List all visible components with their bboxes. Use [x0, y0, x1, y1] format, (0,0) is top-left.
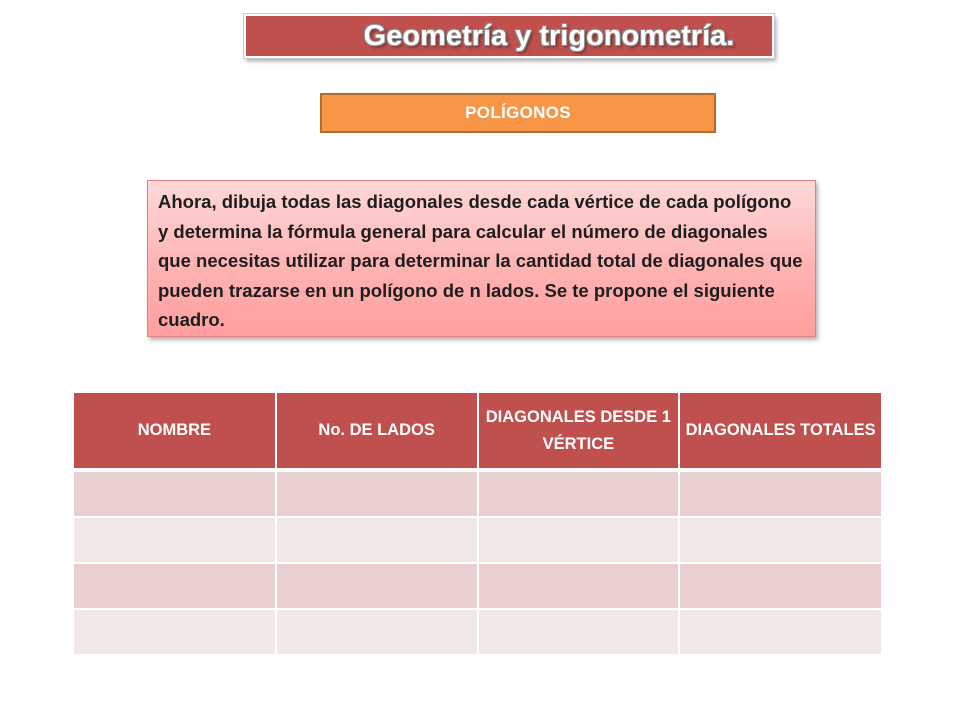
diagonals-table [74, 393, 881, 656]
table-cell[interactable] [679, 609, 881, 655]
table-cell[interactable] [478, 609, 680, 655]
header-diagonales-vertice: DIAGONALES DESDE 1 VÉRTICE [478, 393, 680, 470]
instructions-text: Ahora, dibuja todas las diagonales desde cada vértice de cada polígono y determina la fórmula general para calcular el número de diagonales que necesitas utilizar para determinar la cantidad total de diagonales que pueden trazarse en un polígono de n lados. Se te propone el siguiente cuadro. [158, 191, 803, 330]
title-banner [244, 14, 774, 58]
table-cell[interactable] [478, 470, 680, 517]
section-title: POLÍGONOS [465, 103, 571, 122]
header-diagonales-totales: DIAGONALES TOTALES [679, 393, 881, 470]
table-cell[interactable] [276, 470, 478, 517]
table-cell[interactable] [478, 563, 680, 609]
table-cell[interactable] [679, 563, 881, 609]
instructions-box [147, 180, 816, 337]
table-row [74, 470, 881, 517]
header-nombre: NOMBRE [74, 393, 276, 470]
header-lados: No. DE LADOS [276, 393, 478, 470]
table-header-row [74, 393, 881, 470]
table-cell[interactable] [276, 517, 478, 563]
table-cell[interactable] [276, 563, 478, 609]
table-row [74, 609, 881, 655]
table-cell[interactable] [74, 563, 276, 609]
table-cell[interactable] [679, 470, 881, 517]
table-row [74, 517, 881, 563]
table-cell[interactable] [74, 517, 276, 563]
page-title: Geometría y trigonometría. [363, 19, 735, 52]
table-row [74, 563, 881, 609]
table-cell[interactable] [74, 609, 276, 655]
table-cell[interactable] [74, 470, 276, 517]
subtitle-banner [320, 93, 716, 133]
table-cell[interactable] [276, 609, 478, 655]
table-cell[interactable] [478, 517, 680, 563]
table-cell[interactable] [679, 517, 881, 563]
